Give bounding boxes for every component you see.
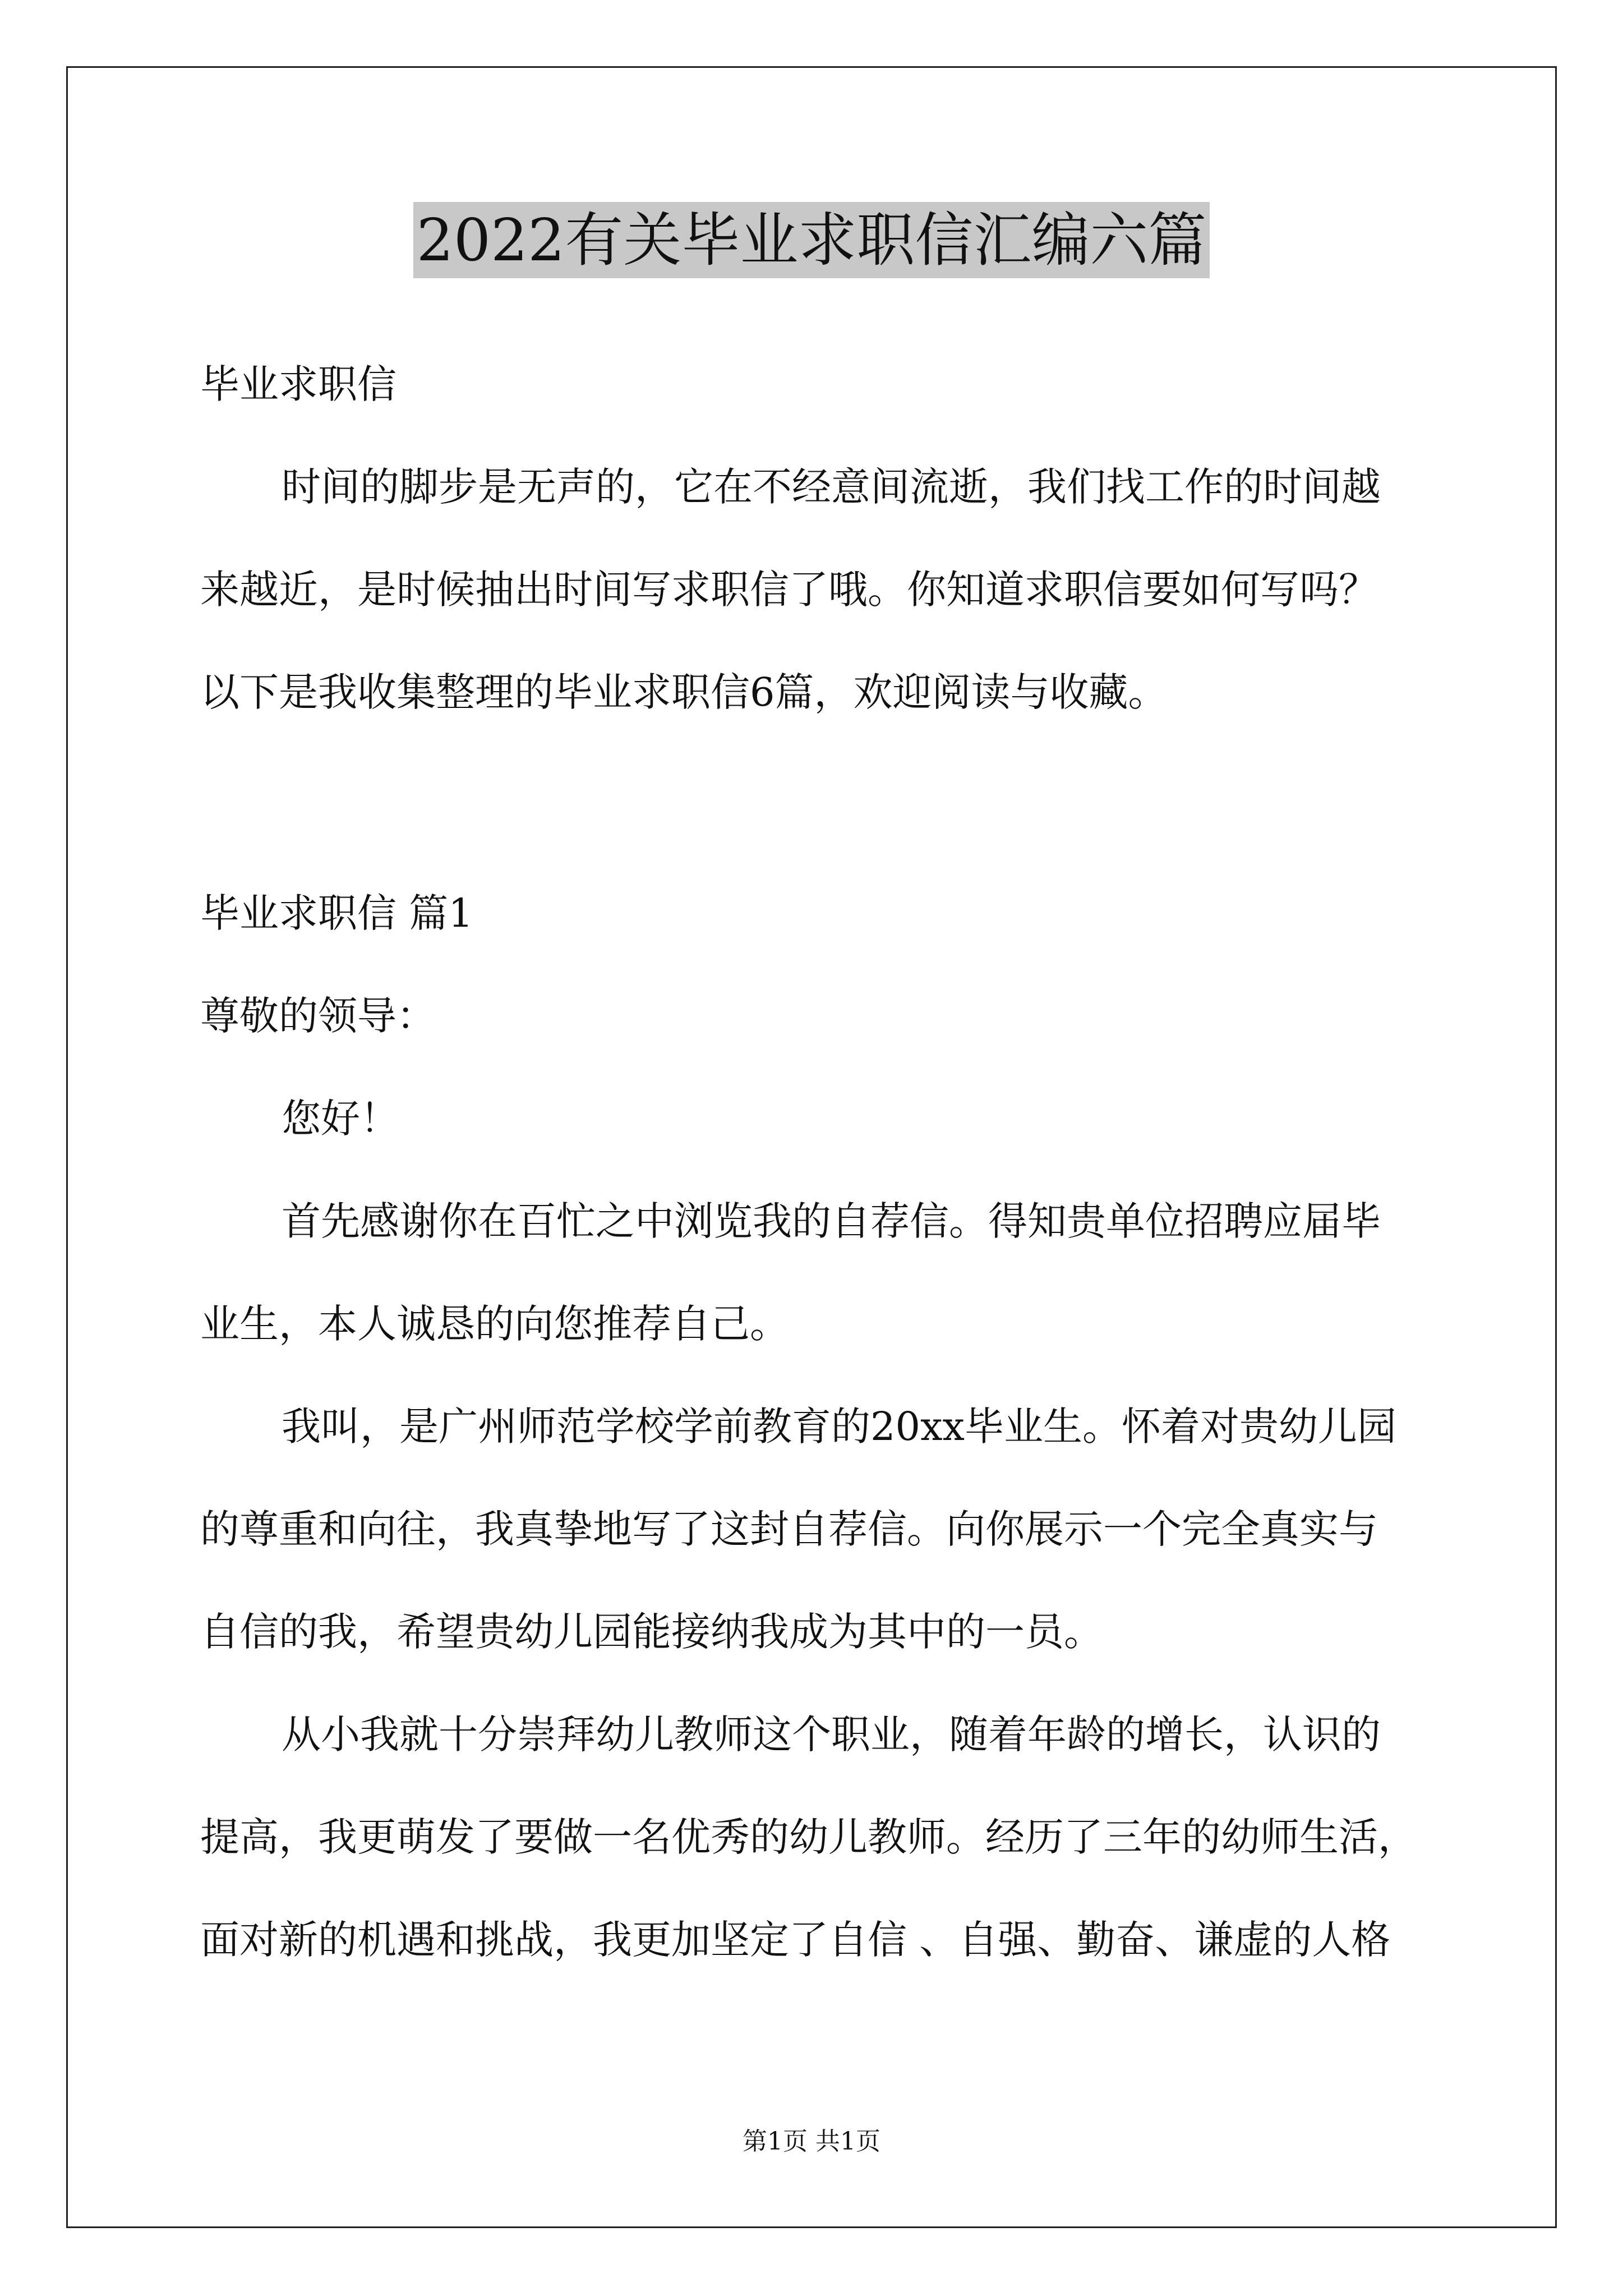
paragraph-line: 以下是我收集整理的毕业求职信6篇，欢迎阅读与收藏。 [200,669,1168,715]
paragraph-line: 我叫，是广州师范学校学前教育的20xx毕业生。怀着对贵幼儿园 [282,1404,1397,1450]
document-title: 2022有关毕业求职信汇编六篇 [413,202,1210,278]
paragraph-line: 从小我就十分崇拜幼儿教师这个职业，随着年龄的增长，认识的 [282,1711,1381,1757]
paragraph-line: 提高，我更萌发了要做一名优秀的幼儿教师。经历了三年的幼师生活， [200,1814,1417,1860]
paragraph-line: 自信的我，希望贵幼儿园能接纳我成为其中的一员。 [200,1609,1103,1655]
paragraph-line: 时间的脚步是无声的，它在不经意间流逝，我们找工作的时间越 [282,464,1381,510]
page-footer: 第1页 共1页 [743,2127,880,2156]
paragraph-line: 业生，本人诚恳的向您推荐自己。 [200,1301,789,1347]
paragraph-line: 的尊重和向往，我真挚地写了这封自荐信。向你展示一个完全真实与 [200,1506,1378,1552]
greeting: 您好！ [282,1096,399,1142]
section-heading: 毕业求职信 [200,361,396,407]
section-heading: 毕业求职信 篇1 [200,890,473,936]
paragraph-line: 面对新的机遇和挑战，我更加坚定了自信 、自强、勤奋、谦虚的人格 [200,1917,1391,1963]
paragraph-line: 首先感谢你在百忙之中浏览我的自荐信。得知贵单位招聘应届毕 [282,1198,1381,1244]
salutation: 尊敬的领导： [200,993,436,1039]
title-container [0,202,1623,278]
paragraph-line: 来越近，是时候抽出时间写求职信了哦。你知道求职信要如何写吗？ [200,567,1378,613]
